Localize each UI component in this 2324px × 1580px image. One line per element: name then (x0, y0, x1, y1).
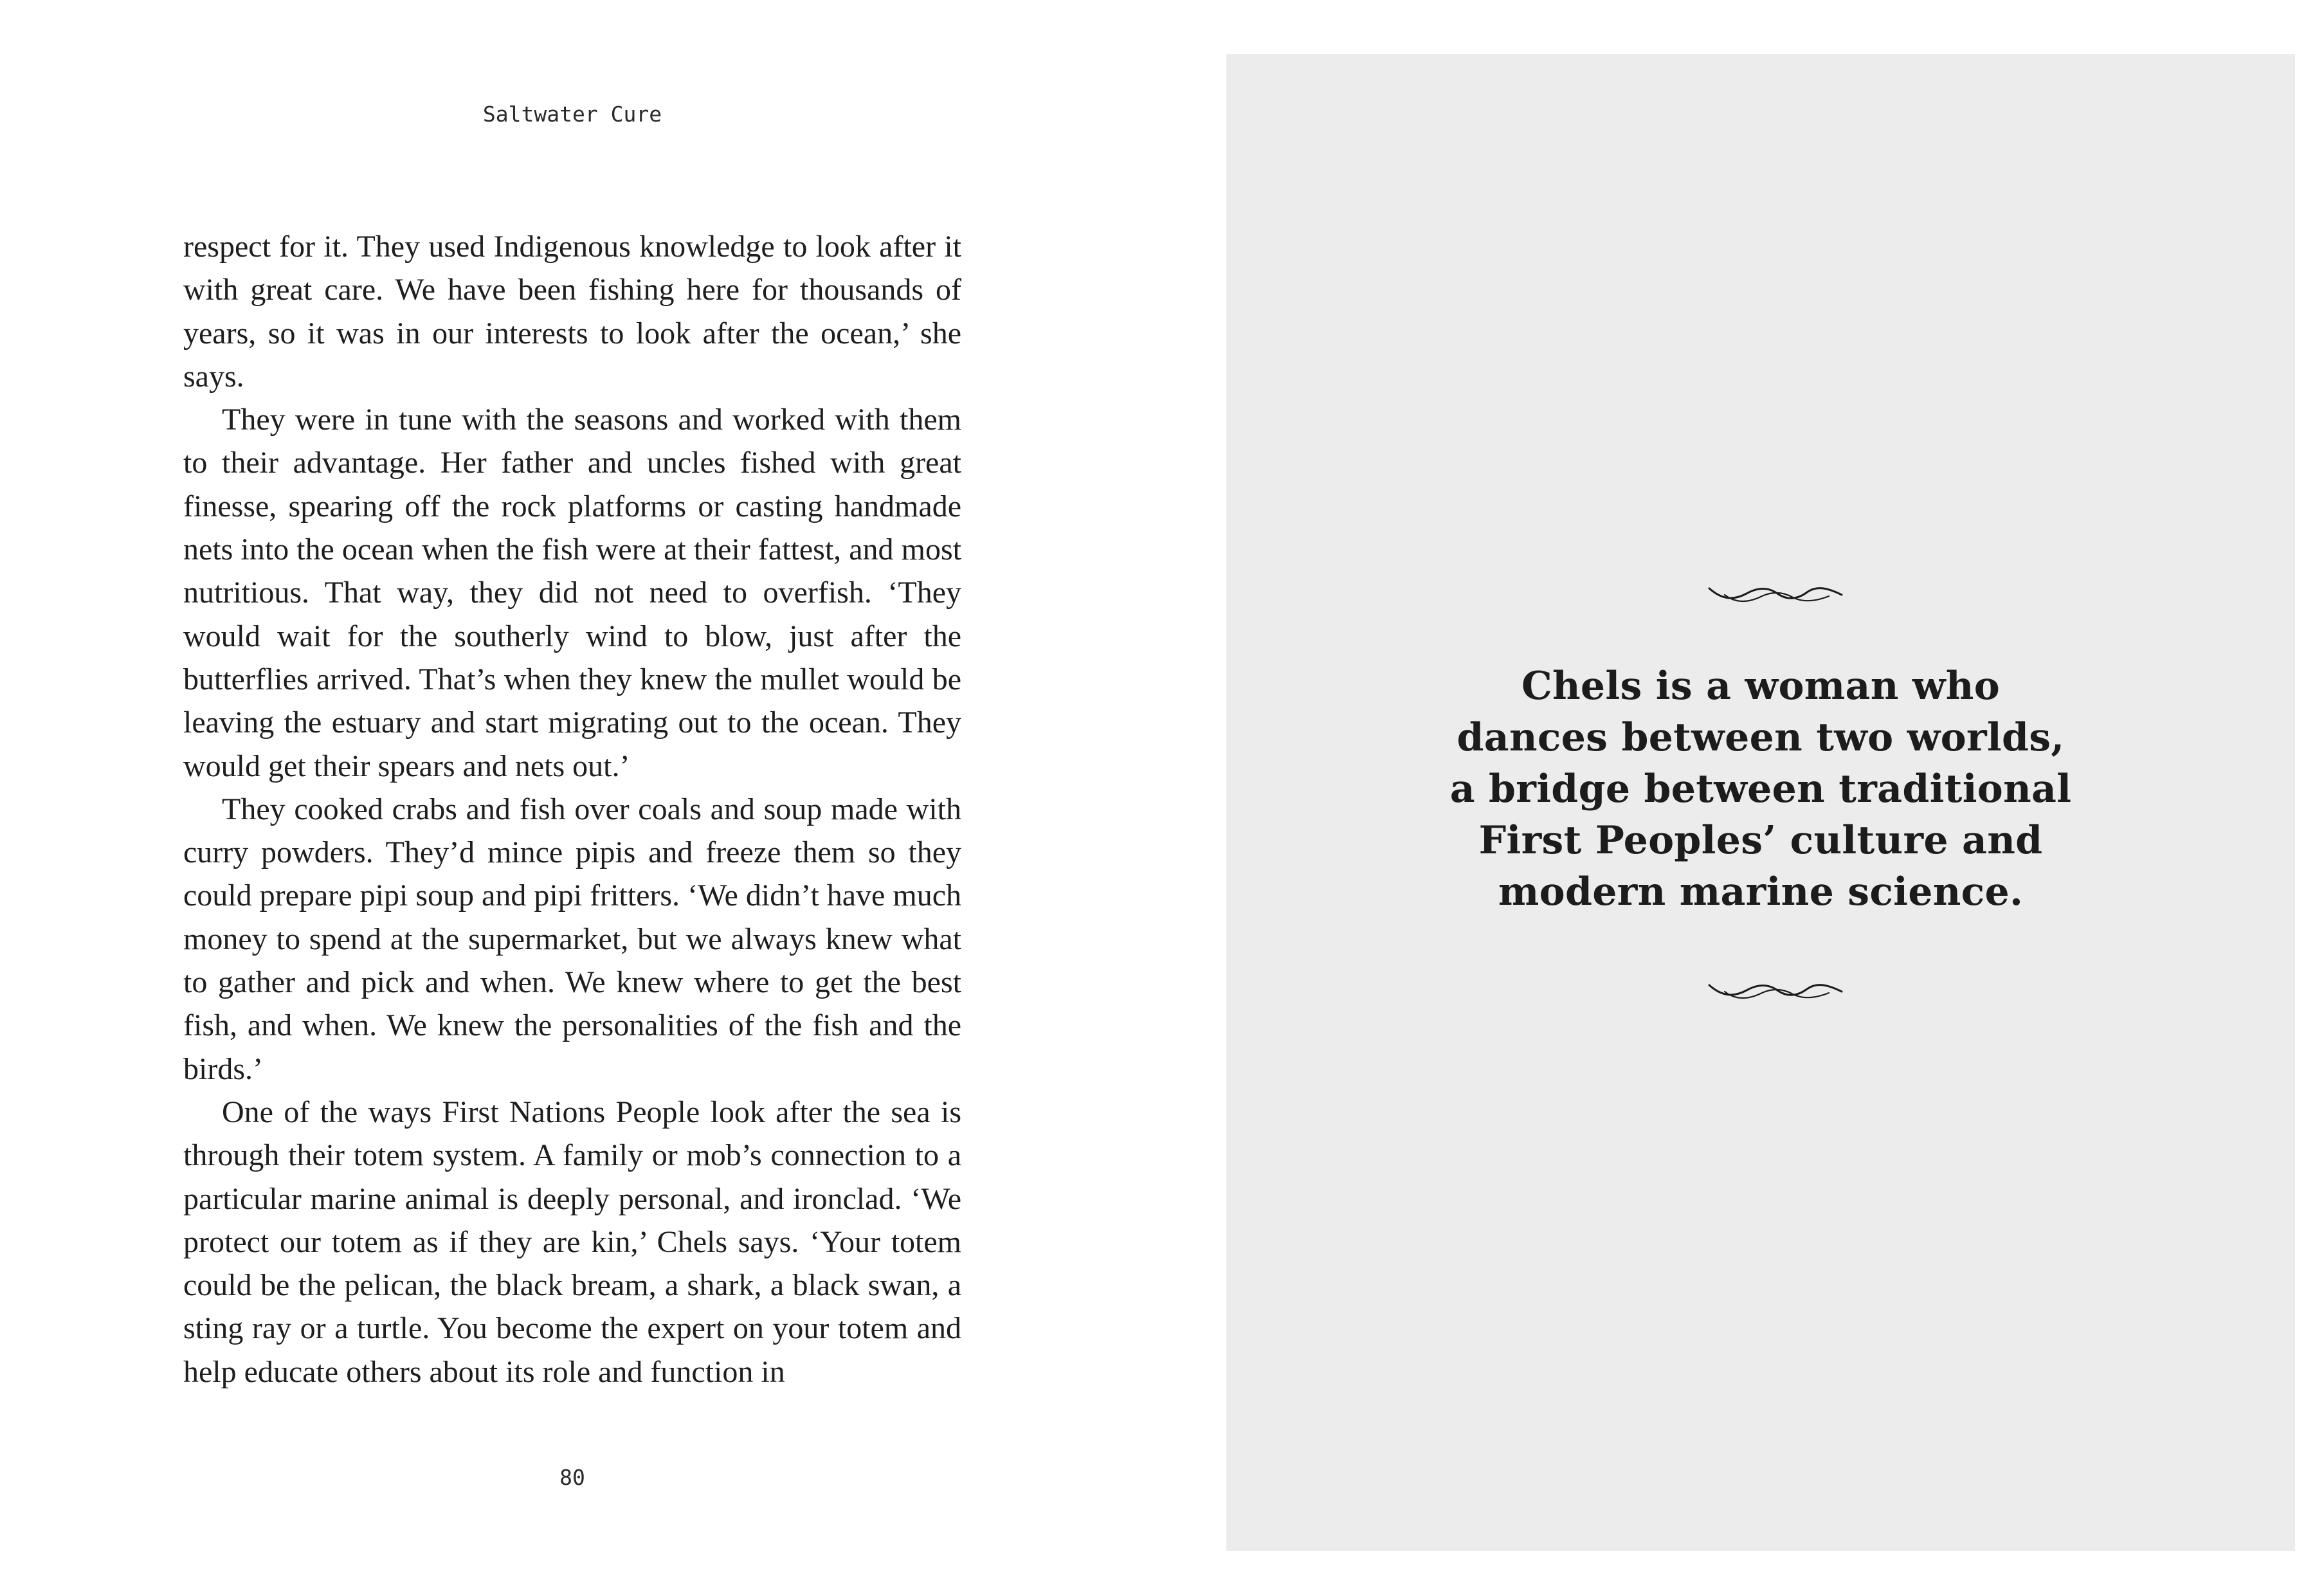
pull-quote-line: First Peoples’ culture and (1478, 818, 2043, 863)
wave-ornament-icon (1707, 979, 1844, 1002)
page-number: 80 (559, 1465, 585, 1490)
pull-quote-line: a bridge between traditional (1449, 767, 2072, 812)
wave-ornament-icon (1707, 582, 1844, 605)
pull-quote-line: dances between two worlds, (1457, 715, 2065, 760)
paragraph: respect for it. They used Indigenous knowledge to look after it with great care. We have been fishing here for thousands of years, so it was in our interests to look after the ocean,’ she says. (183, 230, 961, 394)
paragraph: They cooked crabs and fish over coals and soup made with curry powders. They’d mince pipis and freeze them so they could prepare pipi soup and pipi fritters. ‘We didn’t have much money to spend at the supermarket, but we always knew what to gather and pick and when. We knew where to get the best fish, and when. We knew the personalities of the fish and the birds.’ (183, 792, 961, 1086)
pull-quote-line: Chels is a woman who (1521, 664, 2001, 709)
running-head: Saltwater Cure (482, 102, 662, 127)
pull-quote (1375, 660, 2147, 918)
body-text (183, 225, 961, 1394)
pull-quote-line: modern marine science. (1498, 869, 2024, 914)
pull-quote-panel (1226, 54, 2295, 1551)
paragraph: One of the ways First Nations People look after the sea is through their totem system. A family or mob’s connection to a particular marine animal is deeply personal, and ironclad. ‘We protect our totem as if they are kin,’ Chels says. ‘Your totem could be the pelican, the black bream, a shark, a black swan, a sting ray or a turtle. You become the expert on your totem and help educate others about its role and function in (183, 1094, 961, 1389)
paragraph: They were in tune with the seasons and worked with them to their advantage. Her father and uncles fished with great finesse, spearing off the rock platforms or casting handmade nets into the ocean when the fish were at their fattest, and most nutritious. That way, they did not need to overfish. ‘They would wait for the southerly wind to blow, just after the butterflies arrived. That’s when they knew the mullet would be leaving the estuary and start migrating out to the ocean. They would get their spears and nets out.’ (183, 403, 961, 783)
